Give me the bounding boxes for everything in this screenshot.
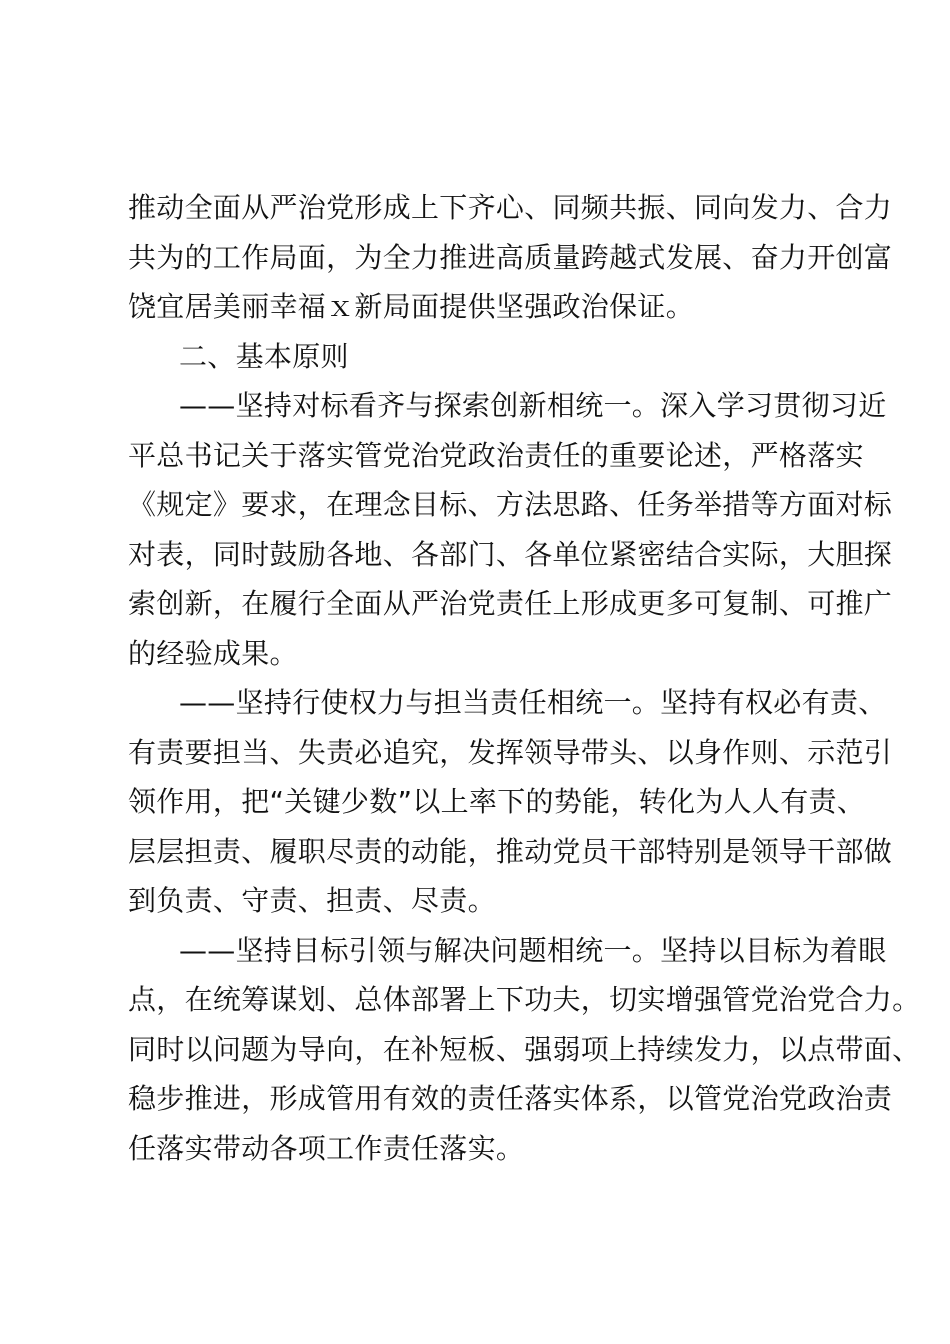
- paragraph-line: ——坚持行使权力与担当责任相统一。坚持有权必有责、: [179, 686, 887, 719]
- paragraph-line: 平总书记关于落实管党治党政治责任的重要论述，严格落实: [128, 438, 864, 472]
- paragraph-line: 点，在统筹谋划、总体部署上下功夫，切实增强管党治党合力。: [128, 983, 921, 1016]
- paragraph-line: 饶宜居美丽幸福ｘ新局面提供坚强政治保证。: [128, 290, 695, 323]
- paragraph-line: 的经验成果。: [128, 636, 298, 670]
- paragraph-line: 同时以问题为导向，在补短板、强弱项上持续发力，以点带面、: [128, 1032, 921, 1066]
- paragraph-line: 层层担责、履职尽责的动能，推动党员干部特别是领导干部做: [128, 834, 893, 868]
- document-body: [128, 183, 921, 1173]
- paragraph-line: 《规定》要求，在理念目标、方法思路、任务举措等方面对标: [128, 488, 893, 521]
- paragraph-line: 共为的工作局面，为全力推进高质量跨越式发展、奋力开创富: [128, 240, 893, 274]
- paragraph-line: 到负责、守责、担责、尽责。: [128, 884, 496, 917]
- paragraph-line: 领作用，把“关键少数”以上率下的势能，转化为人人有责、: [128, 785, 866, 818]
- paragraph-line: 推动全面从严治党形成上下齐心、同频共振、同向发力、合力: [128, 191, 893, 224]
- paragraph-line: 索创新，在履行全面从严治党责任上形成更多可复制、可推广: [128, 587, 893, 620]
- paragraph-line: ——坚持对标看齐与探索创新相统一。深入学习贯彻习近: [179, 389, 887, 422]
- paragraph-line: 稳步推进，形成管用有效的责任落实体系，以管党治党政治责: [128, 1082, 893, 1115]
- section-heading: 二、基本原则: [179, 339, 349, 373]
- paragraph-line: 对表，同时鼓励各地、各部门、各单位紧密结合实际，大胆探: [128, 537, 893, 571]
- paragraph-line: 有责要担当、失责必追究，发挥领导带头、以身作则、示范引: [128, 735, 893, 769]
- paragraph-line: 任落实带动各项工作责任落实。: [128, 1131, 525, 1165]
- paragraph-line: ——坚持目标引领与解决问题相统一。坚持以目标为着眼: [179, 933, 887, 967]
